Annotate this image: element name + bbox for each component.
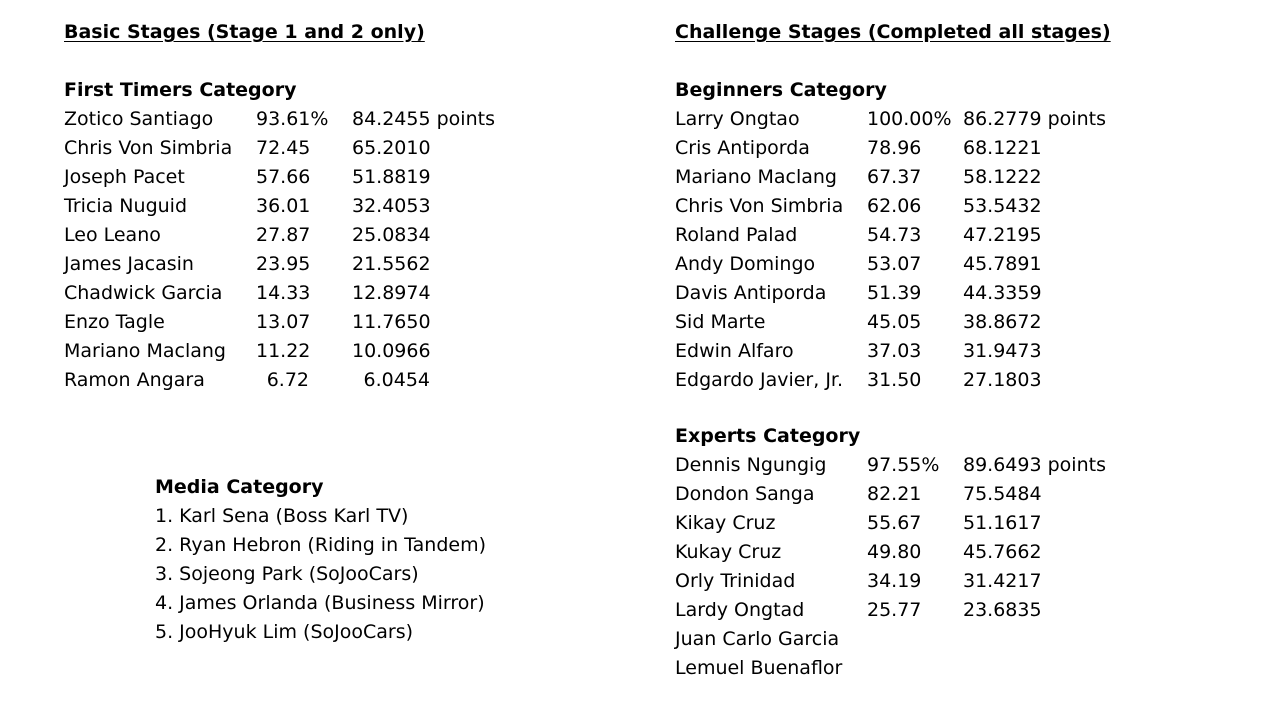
participant-percentage: 31.50: [867, 369, 922, 391]
participant-points: 65.2010: [352, 137, 431, 159]
participant-points: 86.2779 points: [963, 108, 1106, 130]
participant-percentage: 23.95: [256, 253, 311, 275]
participant-percentage: 62.06: [867, 195, 922, 217]
media-category-title: Media Category: [155, 476, 324, 498]
participant-points: 68.1221: [963, 137, 1042, 159]
participant-name: Chadwick Garcia: [64, 282, 223, 304]
participant-percentage: 97.55%: [867, 454, 940, 476]
table-row: [64, 281, 524, 305]
table-row: [675, 656, 1155, 680]
participant-name: Orly Trinidad: [675, 570, 796, 592]
participant-percentage: 45.05: [867, 311, 922, 333]
table-row: [675, 223, 1155, 247]
table-row: [675, 107, 1155, 131]
table-row: [64, 223, 524, 247]
table-row: [675, 252, 1155, 276]
table-row: [64, 107, 524, 131]
participant-points: 31.4217: [963, 570, 1042, 592]
participant-points: 10.0966: [352, 340, 431, 362]
table-row: [64, 194, 524, 218]
table-row: [675, 165, 1155, 189]
participant-name: Juan Carlo Garcia: [675, 628, 840, 650]
list-item: 1. Karl Sena (Boss Karl TV): [155, 505, 409, 527]
participant-points: 45.7662: [963, 541, 1042, 563]
participant-percentage: 27.87: [256, 224, 311, 246]
experts-category-title: Experts Category: [675, 425, 861, 447]
first-timers-table: [64, 107, 524, 397]
participant-name: Sid Marte: [675, 311, 766, 333]
participant-percentage: 55.67: [867, 512, 922, 534]
beginners-table: [675, 107, 1155, 397]
participant-percentage: 6.72: [266, 369, 309, 391]
participant-name: Chris Von Simbria: [64, 137, 233, 159]
list-item: 4. James Orlanda (Business Mirror): [155, 592, 485, 614]
participant-percentage: 36.01: [256, 195, 311, 217]
participant-points: 6.0454: [363, 369, 430, 391]
participant-percentage: 25.77: [867, 599, 922, 621]
participant-percentage: 93.61%: [256, 108, 329, 130]
participant-percentage: 72.45: [256, 137, 311, 159]
table-row: [675, 627, 1155, 651]
participant-name: Larry Ongtao: [675, 108, 800, 130]
participant-percentage: 57.66: [256, 166, 311, 188]
table-row: [675, 310, 1155, 334]
table-row: [64, 339, 524, 363]
participant-points: 21.5562: [352, 253, 431, 275]
participant-name: Cris Antiporda: [675, 137, 810, 159]
participant-name: Chris Von Simbria: [675, 195, 844, 217]
table-row: [675, 482, 1155, 506]
participant-name: Edgardo Javier, Jr.: [675, 369, 844, 391]
participant-points: 31.9473: [963, 340, 1042, 362]
participant-points: 38.8672: [963, 311, 1042, 333]
participant-name: Lemuel Buenaflor: [675, 657, 843, 679]
media-category-list: [155, 504, 535, 644]
participant-name: Mariano Maclang: [675, 166, 837, 188]
participant-points: 75.5484: [963, 483, 1042, 505]
participant-percentage: 13.07: [256, 311, 311, 333]
participant-points: 45.7891: [963, 253, 1042, 275]
participant-name: James Jacasin: [64, 253, 194, 275]
list-item: 2. Ryan Hebron (Riding in Tandem): [155, 534, 486, 556]
participant-percentage: 53.07: [867, 253, 922, 275]
first-timers-category-title: First Timers Category: [64, 79, 297, 101]
participant-name: Joseph Pacet: [64, 166, 185, 188]
table-row: [675, 598, 1155, 622]
participant-percentage: 34.19: [867, 570, 922, 592]
participant-percentage: 11.22: [256, 340, 311, 362]
table-row: [675, 511, 1155, 535]
table-row: [675, 368, 1155, 392]
participant-name: Edwin Alfaro: [675, 340, 794, 362]
table-row: [64, 368, 524, 392]
participant-percentage: 82.21: [867, 483, 922, 505]
table-row: [675, 339, 1155, 363]
table-row: [675, 194, 1155, 218]
participant-name: Andy Domingo: [675, 253, 816, 275]
list-item: 5. JooHyuk Lim (SoJooCars): [155, 621, 414, 643]
table-row: [64, 310, 524, 334]
participant-name: Lardy Ongtad: [675, 599, 805, 621]
participant-name: Dennis Ngungig: [675, 454, 827, 476]
participant-points: 23.6835: [963, 599, 1042, 621]
participant-points: 84.2455 points: [352, 108, 495, 130]
challenge-stages-heading: Challenge Stages (Completed all stages): [675, 21, 1111, 43]
participant-points: 25.0834: [352, 224, 431, 246]
participant-percentage: 51.39: [867, 282, 922, 304]
participant-name: Davis Antiporda: [675, 282, 827, 304]
participant-percentage: 54.73: [867, 224, 922, 246]
participant-percentage: 67.37: [867, 166, 922, 188]
experts-table: [675, 453, 1155, 683]
participant-points: 89.6493 points: [963, 454, 1106, 476]
participant-points: 11.7650: [352, 311, 431, 333]
participant-name: Mariano Maclang: [64, 340, 226, 362]
table-row: [64, 165, 524, 189]
table-row: [64, 136, 524, 160]
table-row: [64, 252, 524, 276]
participant-name: Dondon Sanga: [675, 483, 815, 505]
table-row: [675, 569, 1155, 593]
participant-percentage: 49.80: [867, 541, 922, 563]
list-item: 3. Sojeong Park (SoJooCars): [155, 563, 419, 585]
participant-points: 58.1222: [963, 166, 1042, 188]
table-row: [675, 136, 1155, 160]
beginners-category-title: Beginners Category: [675, 79, 887, 101]
participant-name: Tricia Nuguid: [64, 195, 188, 217]
participant-points: 53.5432: [963, 195, 1042, 217]
table-row: [675, 453, 1155, 477]
participant-points: 44.3359: [963, 282, 1042, 304]
participant-points: 51.1617: [963, 512, 1042, 534]
participant-percentage: 14.33: [256, 282, 311, 304]
participant-name: Leo Leano: [64, 224, 161, 246]
table-row: [675, 281, 1155, 305]
participant-percentage: 100.00%: [867, 108, 952, 130]
participant-name: Ramon Angara: [64, 369, 205, 391]
participant-name: Enzo Tagle: [64, 311, 165, 333]
participant-points: 27.1803: [963, 369, 1042, 391]
participant-points: 51.8819: [352, 166, 431, 188]
participant-percentage: 78.96: [867, 137, 922, 159]
participant-percentage: 37.03: [867, 340, 922, 362]
basic-stages-heading: Basic Stages (Stage 1 and 2 only): [64, 21, 425, 43]
participant-points: 47.2195: [963, 224, 1042, 246]
participant-name: Kikay Cruz: [675, 512, 776, 534]
participant-name: Roland Palad: [675, 224, 798, 246]
participant-name: Zotico Santiago: [64, 108, 214, 130]
participant-name: Kukay Cruz: [675, 541, 782, 563]
participant-points: 32.4053: [352, 195, 431, 217]
participant-points: 12.8974: [352, 282, 431, 304]
table-row: [675, 540, 1155, 564]
